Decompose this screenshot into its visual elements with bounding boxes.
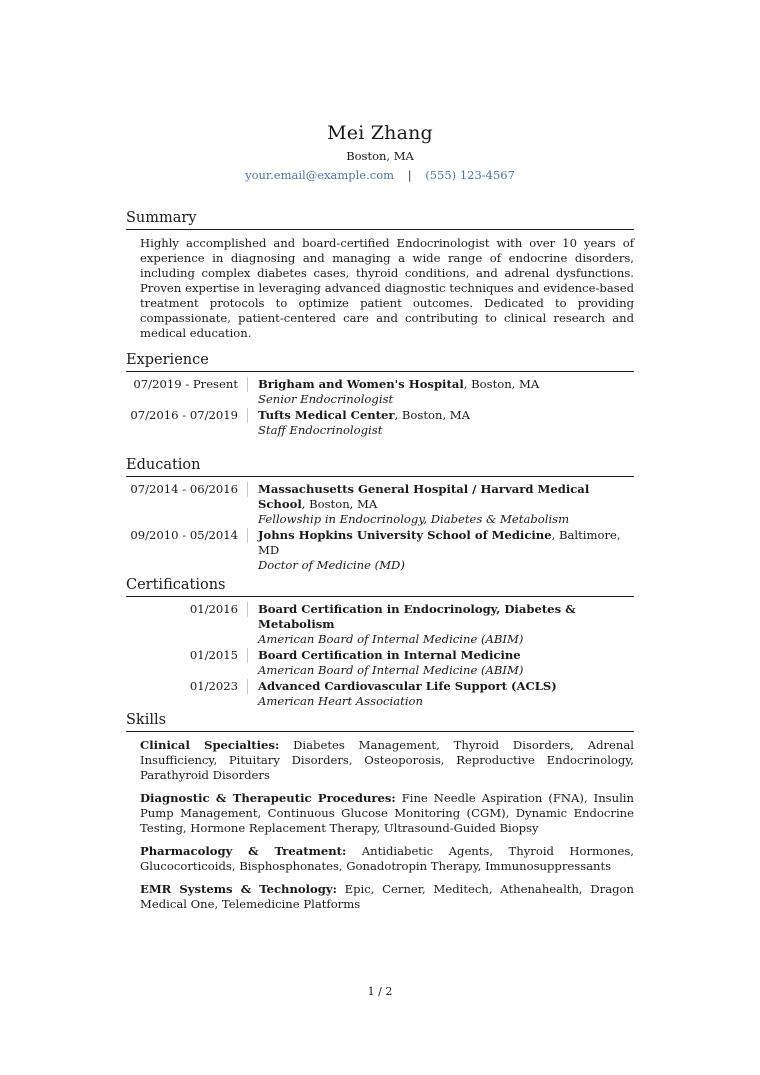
entry-organization: Tufts Medical Center <box>258 408 395 422</box>
education-heading: Education <box>126 456 634 477</box>
experience-entry <box>126 377 634 407</box>
certifications-heading: Certifications <box>126 576 634 597</box>
skill-label: EMR Systems & Technology: <box>140 882 337 896</box>
education-entry <box>126 528 634 573</box>
certification-entry <box>126 602 634 647</box>
entry-organization: Brigham and Women's Hospital <box>258 377 464 391</box>
entry-organization: Advanced Cardiovascular Life Support (ACLS) <box>258 679 557 693</box>
entry-location: , Baltimore, MD <box>258 528 621 557</box>
email-link[interactable]: your.email@example.com <box>245 168 395 182</box>
education-entry <box>126 482 634 527</box>
experience-section <box>126 351 634 438</box>
entry-role: American Board of Internal Medicine (ABIM) <box>258 663 524 677</box>
skill-label: Diagnostic & Therapeutic Procedures: <box>140 791 396 805</box>
skill-item <box>140 738 634 783</box>
entry-organization: Board Certification in Internal Medicine <box>258 648 521 662</box>
skill-text: Diabetes Management, Thyroid Disorders, Adrenal Insufficiency, Pituitary Disorders, Osteoporosis, Reproductive Endocrinology, Parathyroid Disorders <box>140 738 635 782</box>
contact-line <box>0 167 760 183</box>
entry-role: Fellowship in Endocrinology, Diabetes & Metabolism <box>258 512 570 526</box>
entry-location: , Boston, MA <box>394 408 471 422</box>
entry-location: , Boston, MA <box>463 377 540 391</box>
certification-entry <box>126 648 634 678</box>
entry-role: Doctor of Medicine (MD) <box>258 558 405 572</box>
experience-entry <box>126 408 634 438</box>
entry-date: 01/2023 <box>126 679 248 694</box>
entry-location: , Boston, MA <box>301 497 378 511</box>
page-number: 1 / 2 <box>367 985 393 998</box>
candidate-name: Mei Zhang <box>327 122 433 144</box>
entry-date: 07/2016 - 07/2019 <box>126 408 248 423</box>
entry-role: Staff Endocrinologist <box>258 423 383 437</box>
skill-label: Pharmacology & Treatment: <box>140 844 347 858</box>
skill-text: Epic, Cerner, Meditech, Athenahealth, Dragon Medical One, Telemedicine Platforms <box>140 882 634 911</box>
skill-item <box>140 844 634 874</box>
skill-label: Clinical Specialties: <box>140 738 280 752</box>
candidate-location: Boston, MA <box>346 149 414 163</box>
entry-date: 09/2010 - 05/2014 <box>126 528 248 543</box>
phone-link[interactable]: (555) 123-4567 <box>425 168 515 182</box>
entry-role: American Board of Internal Medicine (ABIM) <box>258 632 524 646</box>
entry-organization: Massachusetts General Hospital / Harvard Medical School <box>258 482 590 511</box>
summary-section <box>126 209 634 341</box>
entry-organization: Board Certification in Endocrinology, Diabetes & Metabolism <box>258 602 576 631</box>
entry-role: American Heart Association <box>258 694 423 708</box>
education-section <box>126 456 634 573</box>
entry-date: 01/2016 <box>126 602 248 617</box>
skills-section <box>126 711 634 912</box>
skill-item <box>140 882 634 912</box>
summary-heading: Summary <box>126 209 634 230</box>
contact-separator: | <box>407 168 412 182</box>
skill-text: Fine Needle Aspiration (FNA), Insulin Pump Management, Continuous Glucose Monitoring (CGM), Dynamic Endocrine Testing, Hormone Replacement Therapy, Ultrasound-Guided Biopsy <box>140 791 634 835</box>
certifications-section <box>126 576 634 709</box>
resume-header <box>0 121 760 183</box>
certification-entry <box>126 679 634 709</box>
skills-heading: Skills <box>126 711 634 732</box>
experience-heading: Experience <box>126 351 634 372</box>
entry-role: Senior Endocrinologist <box>258 392 394 406</box>
summary-text: Highly accomplished and board-certified Endocrinologist with over 10 years of experience in diagnosing and managing a wide range of endocrine disorders, including complex diabetes cases, thyroid conditions, and adrenal dysfunctions. Proven expertise in leveraging advanced diagnostic techniques and evidence-based treatment protocols to optimize patient outcomes. Dedicated to providing compassionate, patient-centered care and contributing to clinical research and medical education. <box>140 236 634 340</box>
entry-date: 01/2015 <box>126 648 248 663</box>
entry-date: 07/2019 - Present <box>126 377 248 392</box>
entry-date: 07/2014 - 06/2016 <box>126 482 248 497</box>
skill-item <box>140 791 634 836</box>
entry-organization: Johns Hopkins University School of Medicine <box>258 528 552 542</box>
skill-text: Antidiabetic Agents, Thyroid Hormones, Glucocorticoids, Bisphosphonates, Gonadotropin Therapy, Immunosuppressants <box>140 844 634 873</box>
